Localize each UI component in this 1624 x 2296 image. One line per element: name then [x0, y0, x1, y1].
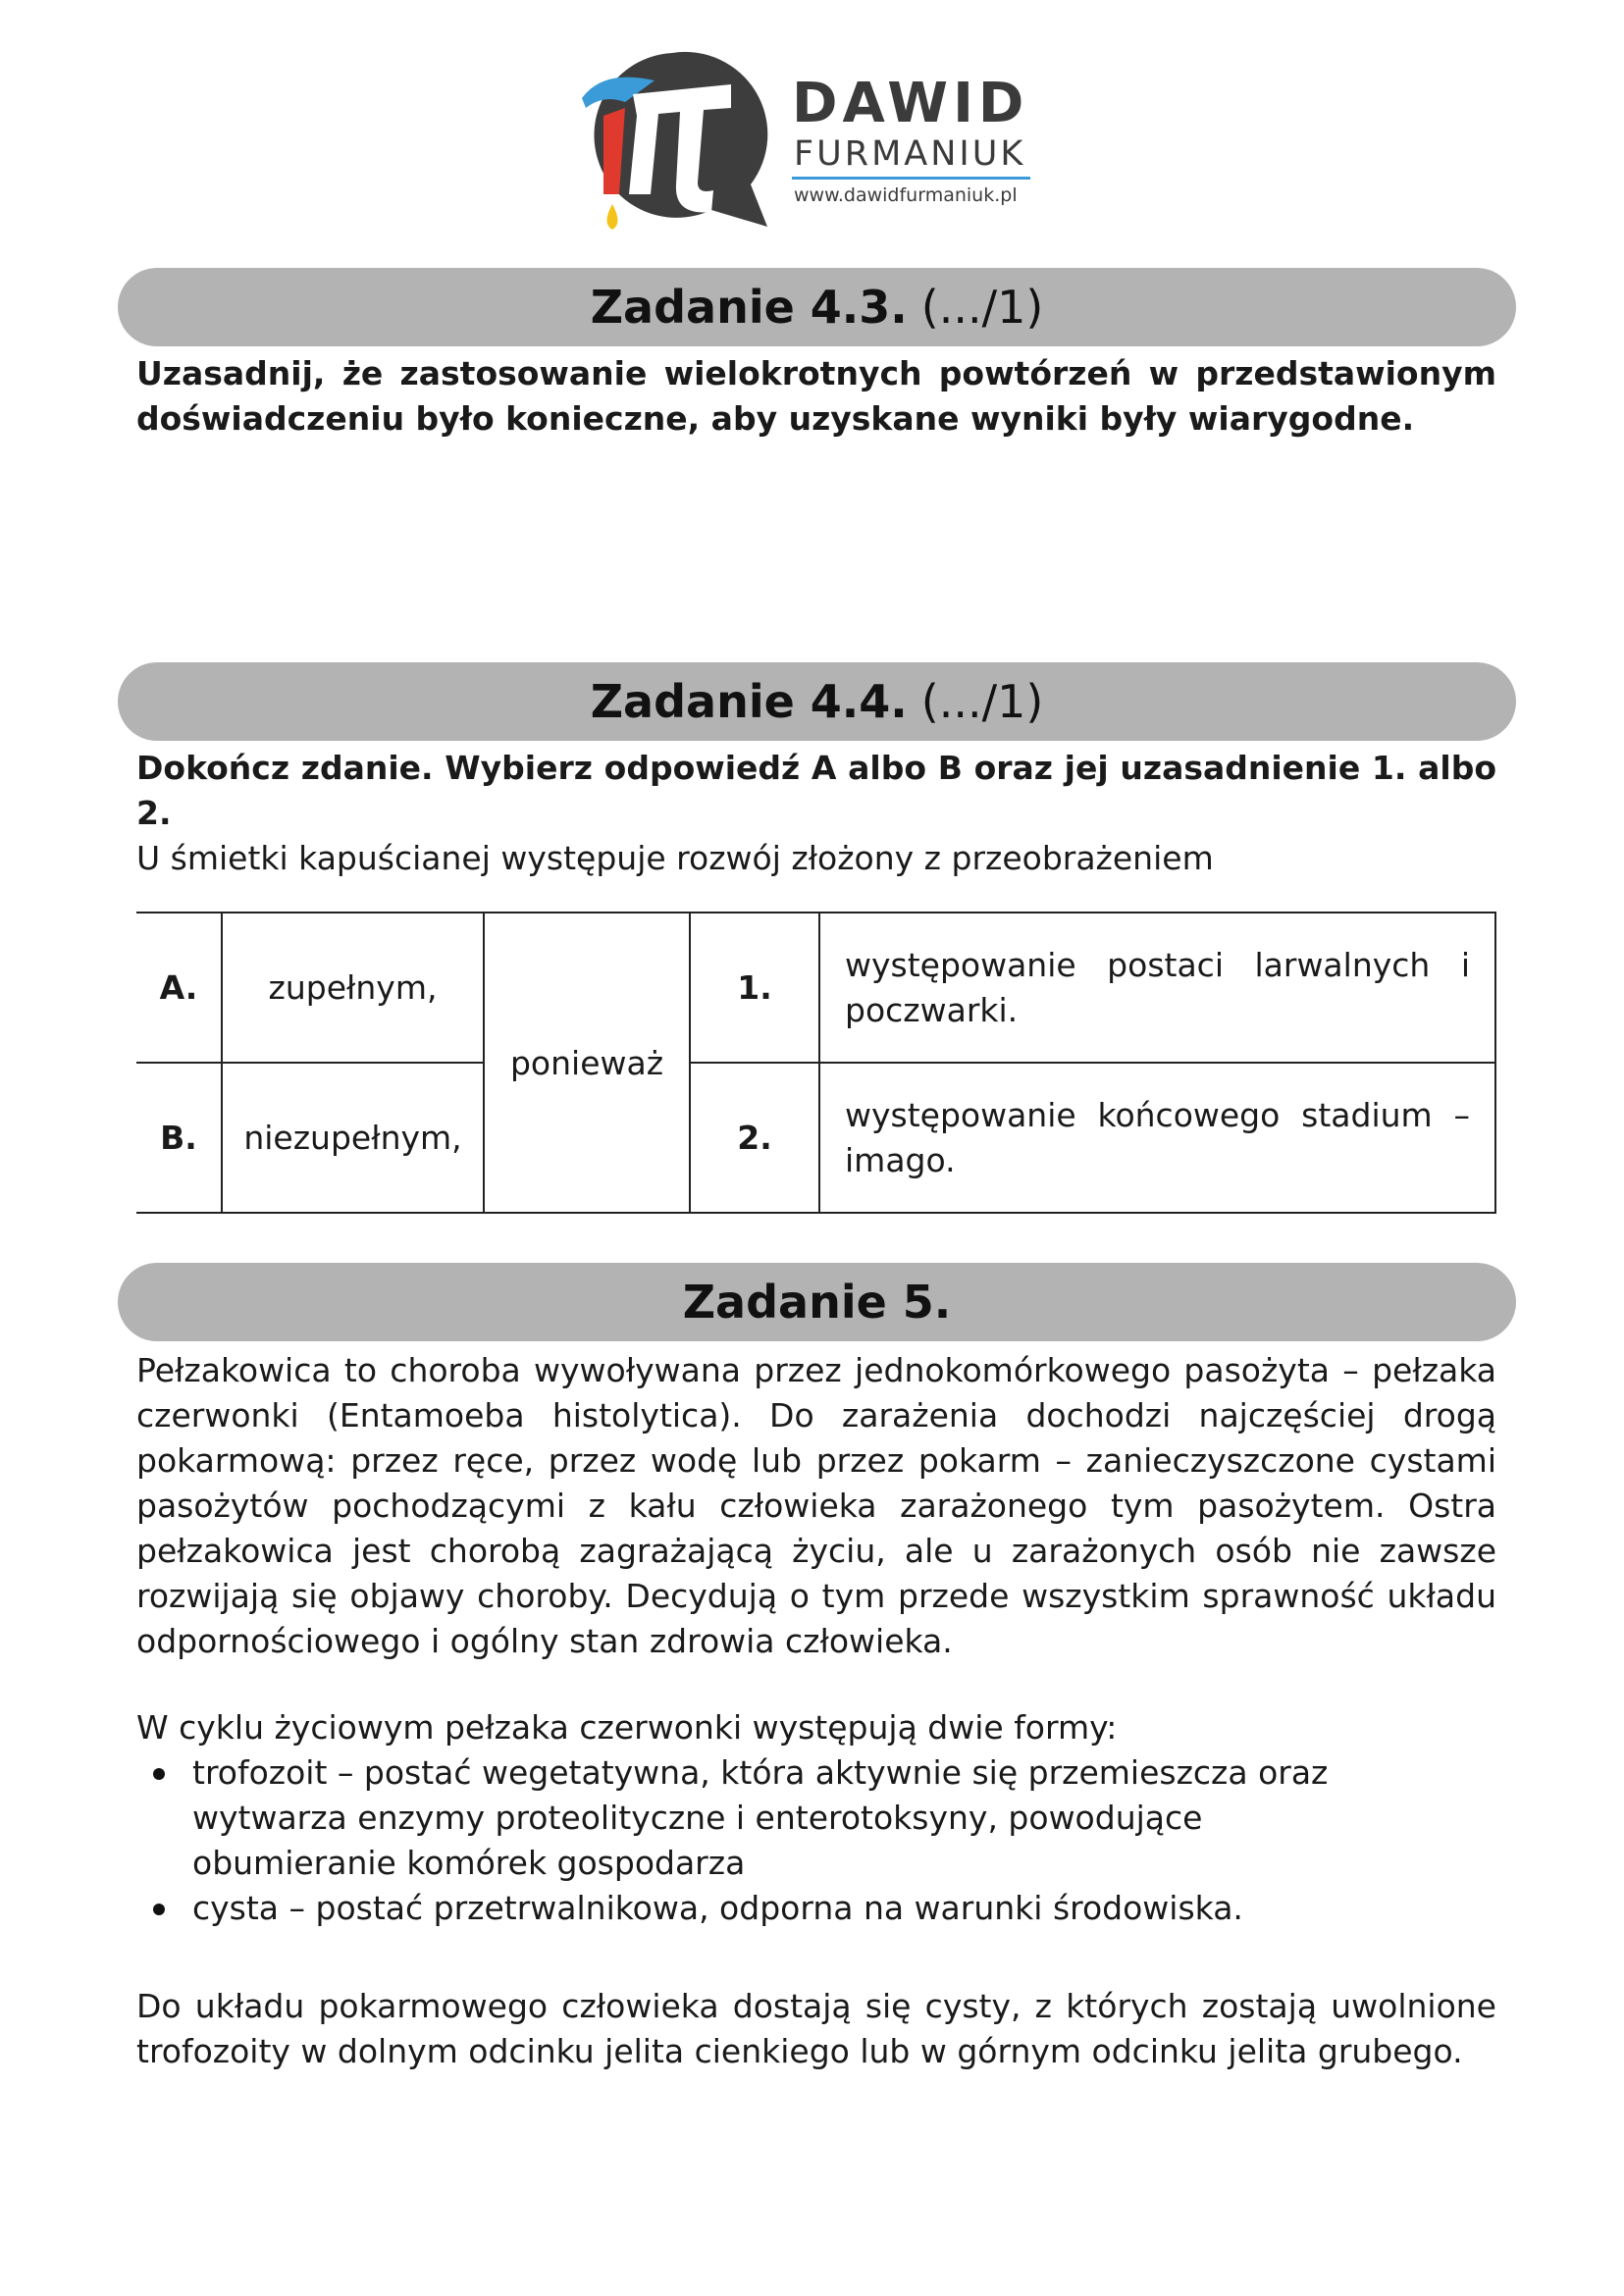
connector-cell: ponieważ — [484, 913, 690, 1213]
task-5-title: Zadanie 5. — [682, 1276, 952, 1329]
logo-divider — [792, 177, 1030, 180]
task-4-4-instruction: Dokończ zdanie. Wybierz odpowiedź A albo B oraz jej uzasadnienie 1. albo 2. — [136, 749, 1496, 832]
task-4-4-stem: U śmietki kapuścianej występuje rozwój złożony z przeobrażeniem — [136, 839, 1214, 877]
task-5-header — [118, 1263, 1516, 1341]
task-4-3-title: Zadanie 4.3. — [590, 281, 908, 334]
option-a-text[interactable]: zupełnym, — [222, 913, 484, 1063]
justification-2-text[interactable]: występowanie końcowego stadium – imago. — [819, 1063, 1495, 1213]
list-item — [136, 1750, 1412, 1886]
form-cysta: cysta – postać przetrwalnikowa, odporna na warunki środowiska. — [192, 1889, 1243, 1927]
justification-1-text[interactable]: występowanie postaci larwalnych i poczwarki. — [819, 913, 1495, 1063]
justification-2-number[interactable]: 2. — [690, 1063, 819, 1213]
task-5-intro: Pełzakowica to choroba wywoływana przez jednokomórkowego pasożyta – pełzaka czerwonki (Entamoeba histolytica). Do zarażenia dochodzi najczęściej drogą pokarmową: przez ręce, przez wodę lub przez pokarm – zanieczyszczone cystami pasożytów pochodzącymi z kału człowieka zarażonego tym pasożytem. Ostra pełzakowica jest chorobą zagrażającą życiu, ale u zarażonych osób nie zawsze rozwijają się objawy choroby. Decydują o tym przede wszystkim sprawność układu odpornościowego i ogólny stan zdrowia człowieka. — [136, 1351, 1496, 1660]
task-4-3-points: (.../1) — [920, 281, 1044, 334]
answer-table — [136, 912, 1496, 1214]
task-4-4-points: (.../1) — [920, 675, 1044, 728]
logo — [564, 47, 1035, 234]
task-5-closing: Do układu pokarmowego człowieka dostają się cysty, z których zostają uwolnione trofozoity w dolnym odcinku jelita cienkiego lub w górnym odcinku jelita grubego. — [136, 1987, 1496, 2070]
option-b-letter[interactable]: B. — [136, 1063, 222, 1213]
forms-heading: W cyklu życiowym pełzaka czerwonki występują dwie formy: — [136, 1708, 1118, 1747]
task-4-4-header — [118, 662, 1516, 741]
form-trofozoit: trofozoit – postać wegetatywna, która aktywnie się przemieszcza oraz wytwarza enzymy proteolityczne i enterotoksyny, powodujące obumieranie komórek gospodarza — [192, 1753, 1329, 1882]
option-a-letter[interactable]: A. — [136, 913, 222, 1063]
logo-surname: FURMANIUK — [794, 134, 1026, 174]
table-row — [136, 1063, 1495, 1213]
table-row — [136, 913, 1495, 1063]
task-4-3-header — [118, 268, 1516, 346]
option-b-text[interactable]: niezupełnym, — [222, 1063, 484, 1213]
pi-logo-icon — [564, 47, 780, 234]
justification-1-number[interactable]: 1. — [690, 913, 819, 1063]
forms-list — [136, 1750, 1412, 1931]
list-item — [136, 1886, 1412, 1931]
logo-url: www.dawidfurmaniuk.pl — [794, 184, 1018, 206]
bullet-icon — [153, 1768, 165, 1780]
logo-name: DAWID — [792, 72, 1029, 135]
task-4-3-instruction: Uzasadnij, że zastosowanie wielokrotnych powtórzeń w przedstawionym doświadczeniu było konieczne, aby uzyskane wyniki były wiarygodne. — [136, 354, 1496, 438]
task-4-4-title: Zadanie 4.4. — [590, 675, 908, 728]
bullet-icon — [153, 1904, 165, 1915]
